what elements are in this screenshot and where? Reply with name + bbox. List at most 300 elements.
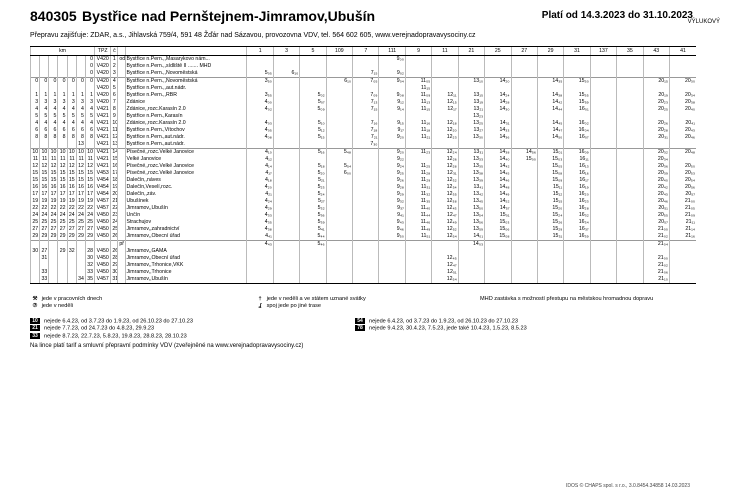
km-cell: 29 (78, 233, 84, 239)
trip-number: 27 (511, 47, 537, 56)
time-cell (537, 262, 563, 269)
note-cell (118, 92, 125, 99)
stop-number-cell: 3 (111, 70, 118, 78)
time-cell (537, 56, 563, 64)
km-cell: 29 (68, 233, 75, 239)
time-cell: 11₂₅ (405, 163, 431, 170)
time-cell (353, 269, 379, 276)
time-cell: 12₁₁ (432, 92, 458, 99)
stop-number-cell: 31 (112, 276, 118, 282)
km-cell: 25 (59, 219, 66, 225)
time-cell (590, 177, 616, 184)
time-cell (511, 205, 537, 212)
time-cell: 11₂₃ (405, 149, 431, 157)
time-cell: 7₁₆ (353, 120, 379, 127)
time-cell: 4₃₅ (247, 219, 273, 226)
time-cell (564, 141, 590, 149)
stop-number-cell: 8 (111, 106, 118, 113)
time-cell (273, 99, 299, 106)
time-cell: 9₃₂ (379, 198, 405, 205)
hammer-icon: ⚒ (32, 296, 38, 302)
stop-number-cell: 16 (112, 163, 118, 169)
km-cell: 25 (41, 219, 48, 225)
time-cell: 5₃₂ (300, 205, 326, 212)
note-header (118, 47, 125, 56)
stop-name: Bystřice n.Pern.,,Masarykovo nám... (125, 56, 247, 64)
time-cell: 13₂₁ (458, 106, 484, 113)
time-cell (273, 276, 299, 284)
table-row (31, 226, 697, 233)
km-cell: 12 (41, 163, 48, 169)
legend-work-days: jede v pracovních dnech (41, 296, 103, 302)
table-row (31, 70, 697, 78)
note-cell (118, 248, 125, 255)
header (30, 8, 720, 26)
time-cell (247, 262, 273, 269)
km-cell: 3 (85, 99, 94, 106)
time-cell (326, 241, 352, 249)
time-cell: 20₁₅ (643, 78, 669, 86)
time-cell: 14₄₈ (485, 184, 511, 191)
stop-number-header: č (111, 47, 118, 56)
km-cell (40, 70, 49, 78)
time-cell (326, 120, 352, 127)
tpz-cell: V457 (95, 198, 111, 205)
time-cell (379, 241, 405, 249)
time-cell (617, 262, 643, 269)
km-cell: 19 (41, 198, 48, 204)
time-cell (511, 141, 537, 149)
tpz-cell: V450 (95, 226, 111, 233)
time-cell: 12₁₇ (432, 106, 458, 113)
time-cell (326, 198, 352, 205)
time-cell (485, 241, 511, 249)
time-cell: 15₀₁ (537, 149, 563, 157)
tpz-cell: V420 (95, 70, 111, 78)
time-cell (617, 99, 643, 106)
time-cell (326, 205, 352, 212)
stop-number-cell: 22 (112, 205, 118, 211)
time-cell: 11₀₉ (405, 92, 431, 99)
km-cell: 17 (32, 191, 39, 197)
time-cell (273, 205, 299, 212)
km-cell: 6 (85, 127, 94, 134)
km-cell (49, 248, 58, 255)
time-cell: 13₂₃ (458, 113, 484, 120)
time-cell (353, 262, 379, 269)
time-cell (511, 177, 537, 184)
time-cell (353, 184, 379, 191)
time-cell (617, 198, 643, 205)
stop-name: Bystřice n.Pern.,,Novoměstská (125, 78, 247, 86)
time-cell (247, 269, 273, 276)
time-cell: 14₃₈ (485, 149, 511, 157)
time-cell: 15₀₈ (537, 170, 563, 177)
km-cell: 8 (40, 134, 49, 141)
time-cell: 15₁₁ (537, 184, 563, 191)
table-row (31, 191, 697, 198)
table-row (31, 127, 697, 134)
time-cell: 14₅₂ (485, 198, 511, 205)
km-cell: 19 (59, 198, 66, 204)
time-cell (326, 99, 352, 106)
time-cell (353, 56, 379, 64)
km-cell: 27 (87, 226, 94, 232)
time-cell (353, 255, 379, 262)
time-cell: 7₀₉ (353, 92, 379, 99)
note-cell (118, 63, 125, 70)
legend-other-route: spoj jede po jiné trase (266, 303, 321, 309)
km-cell: 6 (40, 127, 49, 134)
km-cell (31, 255, 40, 262)
time-cell (669, 255, 696, 262)
stop-number-cell: 7 (111, 99, 118, 106)
time-cell (590, 269, 616, 276)
time-cell (405, 113, 431, 120)
km-cell: 12 (87, 163, 94, 169)
time-cell: 14₂₄ (485, 92, 511, 99)
stop-number-cell: 6 (111, 92, 118, 99)
tpz-cell: V453 (95, 170, 111, 177)
time-cell: 4₁₄ (247, 163, 273, 170)
time-cell (432, 78, 458, 86)
km-cell: 5 (31, 113, 40, 120)
time-cell: 15₅₉ (564, 99, 590, 106)
stop-name: Jimramov,,Obecní úřad (125, 255, 247, 262)
time-cell (326, 106, 352, 113)
time-cell: 13₃₅ (458, 163, 484, 170)
table-row (31, 85, 697, 92)
time-cell (590, 156, 616, 163)
km-cell: 33 (41, 276, 48, 282)
time-cell (326, 177, 352, 184)
stop-number-cell: 1 (111, 56, 118, 64)
time-cell (669, 241, 696, 249)
time-cell: 9₁₇ (379, 127, 405, 134)
time-cell (273, 141, 299, 149)
table-row (31, 134, 697, 141)
time-cell: 12₄₅ (432, 255, 458, 262)
km-cell (67, 269, 76, 276)
km-cell (67, 85, 76, 92)
detour-icon: ʆ (258, 303, 262, 309)
km-cell (58, 141, 67, 149)
tpz-cell: V421 (95, 141, 111, 149)
time-cell (537, 276, 563, 284)
time-cell (485, 70, 511, 78)
time-cell (273, 113, 299, 120)
time-cell (353, 156, 379, 163)
km-cell: 6 (31, 127, 40, 134)
stop-name: Ždánice,,rozc.Karasín 2.0 (125, 106, 247, 113)
time-cell: 4₁₂ (247, 156, 273, 163)
km-cell (40, 262, 49, 269)
time-cell: 16₀₂ (564, 120, 590, 127)
time-cell: 12₂₄ (432, 149, 458, 157)
time-cell (326, 248, 352, 255)
time-cell: 16₀₉ (564, 149, 590, 157)
time-cell (537, 113, 563, 120)
time-cell (511, 134, 537, 141)
table-row (31, 113, 697, 120)
time-cell (537, 255, 563, 262)
time-cell: 12₃₁ (432, 170, 458, 177)
time-cell (405, 56, 431, 64)
time-cell: 5₁₀ (300, 120, 326, 127)
stop-name: Dalečín,Veselí,rozc. (125, 184, 247, 191)
km-cell: 12 (78, 163, 84, 169)
time-cell (326, 226, 352, 233)
km-cell: 0 (31, 78, 40, 86)
time-cell: 11₂₈ (405, 170, 431, 177)
time-cell (353, 241, 379, 249)
note-code: 21 (30, 325, 40, 331)
km-cell: 10 (78, 149, 84, 155)
time-cell (273, 226, 299, 233)
time-cell: 6₁₀ (273, 70, 299, 78)
time-cell (273, 63, 299, 70)
time-cell: 14₄₉ (485, 191, 511, 198)
trip-number: 111 (379, 47, 405, 56)
table-row (31, 99, 697, 106)
time-cell: 12₅₄ (432, 276, 458, 284)
time-cell (590, 191, 616, 198)
km-cell: 12 (68, 163, 75, 169)
time-cell: 13₂₅ (458, 120, 484, 127)
km-cell: 27 (78, 226, 84, 232)
time-cell: 4₂₁ (247, 191, 273, 198)
stop-number-cell: 15 (112, 156, 118, 162)
km-cell: 19 (50, 198, 57, 204)
trip-number: 137 (590, 47, 616, 56)
km-cell (49, 56, 58, 64)
time-cell: 5₀₅ (247, 70, 273, 78)
time-cell (353, 177, 379, 184)
stop-number-cell: 17 (112, 170, 118, 176)
stop-number-cell: 24 (112, 219, 118, 225)
time-cell: 13₅₉ (458, 226, 484, 233)
km-cell: 4 (49, 120, 58, 127)
time-cell: 4₂₄ (247, 198, 273, 205)
stop-name (125, 241, 247, 249)
time-cell (300, 255, 326, 262)
time-cell: 21₀₅ (669, 205, 696, 212)
km-cell: 1 (31, 92, 40, 99)
time-cell: 12₄₇ (432, 262, 458, 269)
km-cell: 16 (59, 184, 66, 190)
time-cell (326, 184, 352, 191)
time-cell (273, 212, 299, 219)
table-row (31, 56, 697, 64)
stop-name: Jimramov,,GAMA (125, 248, 247, 255)
tpz-cell: V450 (95, 262, 111, 269)
time-cell (669, 63, 696, 70)
time-cell (326, 219, 352, 226)
time-cell (273, 233, 299, 241)
km-cell (49, 85, 58, 92)
time-cell: 21₀₂ (643, 262, 669, 269)
km-cell (40, 85, 49, 92)
tpz-cell: V450 (95, 212, 111, 219)
time-cell (564, 269, 590, 276)
km-cell: 11 (40, 156, 49, 163)
time-cell: 14₂₈ (485, 99, 511, 106)
km-cell: 1 (58, 92, 67, 99)
time-cell (247, 113, 273, 120)
time-cell (353, 205, 379, 212)
time-cell (405, 248, 431, 255)
km-cell: 17 (59, 191, 66, 197)
km-cell: 15 (78, 177, 84, 183)
time-cell: 11₁₈ (405, 127, 431, 134)
km-cell: 4 (67, 106, 76, 113)
time-cell (669, 141, 696, 149)
time-cell (617, 226, 643, 233)
time-cell (511, 276, 537, 284)
time-cell (326, 92, 352, 99)
time-cell: 14₅₀ (537, 134, 563, 141)
time-cell (353, 219, 379, 226)
stop-number-cell: 25 (112, 226, 118, 232)
km-cell (49, 141, 58, 149)
time-cell: 4₁₈ (247, 177, 273, 184)
time-cell: 20₅₆ (669, 184, 696, 191)
time-cell (590, 163, 616, 170)
tpz-cell: V421 (95, 120, 111, 127)
stop-name: Dalečín,,náves (125, 177, 247, 184)
note-cell: př (119, 241, 125, 247)
time-cell: 5₀₉ (300, 106, 326, 113)
km-cell: 28 (87, 248, 94, 254)
time-cell (537, 85, 563, 92)
time-cell: 13₄₁ (458, 184, 484, 191)
km-cell: 4 (76, 106, 85, 113)
time-cell (669, 269, 696, 276)
km-cell: 33 (87, 269, 94, 275)
km-cell (31, 141, 40, 149)
time-cell: 9₂₉ (379, 191, 405, 198)
km-cell: 0 (85, 56, 94, 64)
time-cell (300, 78, 326, 86)
trip-number: 41 (669, 47, 696, 56)
time-cell (379, 141, 405, 149)
time-cell (617, 56, 643, 64)
stop-name: Bystřice n.Pern.,Vítochov (125, 127, 247, 134)
time-cell: 5₃₆ (300, 212, 326, 219)
time-cell: 3₅₀ (247, 78, 273, 86)
time-cell: 11₀₅ (405, 78, 431, 86)
tpz-header: TPZ (95, 47, 111, 56)
km-cell (49, 70, 58, 78)
km-cell: 5 (58, 113, 67, 120)
time-cell (432, 241, 458, 249)
time-cell (353, 233, 379, 241)
time-cell (643, 113, 669, 120)
time-cell: 14₃₁ (485, 120, 511, 127)
note-cell: od (119, 56, 126, 62)
time-cell (617, 219, 643, 226)
time-cell: 11₁₅ (405, 106, 431, 113)
trip-number: 9 (405, 47, 431, 56)
time-cell (432, 85, 458, 92)
km-cell: 17 (68, 191, 75, 197)
time-cell: 14₄₅ (537, 120, 563, 127)
time-cell: 21₀₂ (643, 233, 669, 241)
time-cell: 15₀₅ (537, 163, 563, 170)
km-cell: 0 (85, 70, 94, 78)
table-row (31, 63, 697, 70)
time-cell: 13₃₁ (458, 149, 484, 157)
time-cell: 15₃₁ (537, 233, 563, 241)
time-cell (458, 269, 484, 276)
time-cell (485, 113, 511, 120)
validity: Platí od 14.3.2023 do 31.10.2023 (541, 10, 693, 21)
note-code: 10 (30, 318, 40, 324)
time-cell (564, 255, 590, 262)
time-cell: 20₃₀ (669, 78, 696, 86)
time-cell: 13₁₀ (458, 78, 484, 86)
km-cell: 1 (40, 92, 49, 99)
tariff-note: Na lince platí tarif a smluvní přepravní podmínky VDV (zveřejněné na www.verejnadopravavysociny.cz) (30, 343, 304, 349)
km-cell (49, 255, 58, 262)
stop-number-cell: 30 (112, 269, 118, 275)
time-cell (537, 241, 563, 249)
table-row (31, 141, 697, 149)
time-cell (405, 269, 431, 276)
time-cell: 7₃₀ (353, 141, 379, 149)
time-cell (669, 248, 696, 255)
km-cell: 5 (49, 113, 58, 120)
time-cell: 16₂₀ (564, 191, 590, 198)
stop-name: Bystřice n.Pern.,,sídliště II ....... MHD (125, 63, 247, 70)
note-cell (118, 205, 125, 212)
stop-name: Dalečín,,záv. (125, 191, 247, 198)
time-cell (511, 113, 537, 120)
time-cell (432, 113, 458, 120)
time-cell (432, 70, 458, 78)
time-cell (511, 106, 537, 113)
time-cell (590, 149, 616, 157)
table-row (31, 177, 697, 184)
km-cell (58, 241, 67, 249)
time-cell: 5₅₄ (326, 163, 352, 170)
km-cell: 10 (68, 149, 75, 155)
time-cell: 14₃₀ (485, 106, 511, 113)
time-cell: 14₄₆ (485, 177, 511, 184)
km-cell: 1 (67, 92, 76, 99)
km-cell (31, 85, 40, 92)
time-cell (511, 269, 537, 276)
time-cell: 13₅₄ (458, 212, 484, 219)
table-row (31, 262, 697, 269)
time-cell (273, 170, 299, 177)
note-cell (118, 70, 125, 78)
km-cell: 4 (85, 120, 94, 127)
km-cell: 10 (50, 149, 57, 155)
stop-number-cell (111, 241, 118, 249)
km-cell (40, 56, 49, 64)
km-cell: 1 (49, 92, 58, 99)
trip-number: 29 (537, 47, 563, 56)
time-cell (590, 262, 616, 269)
time-cell: 16₁₁ (564, 156, 590, 163)
stop-name: Bystřice n.Pern.,,aut.nádr. (125, 85, 247, 92)
km-cell: 15 (32, 177, 39, 183)
time-cell (432, 248, 458, 255)
time-cell (300, 70, 326, 78)
time-cell: 16₁₉ (564, 184, 590, 191)
km-cell: 0 (85, 63, 94, 70)
